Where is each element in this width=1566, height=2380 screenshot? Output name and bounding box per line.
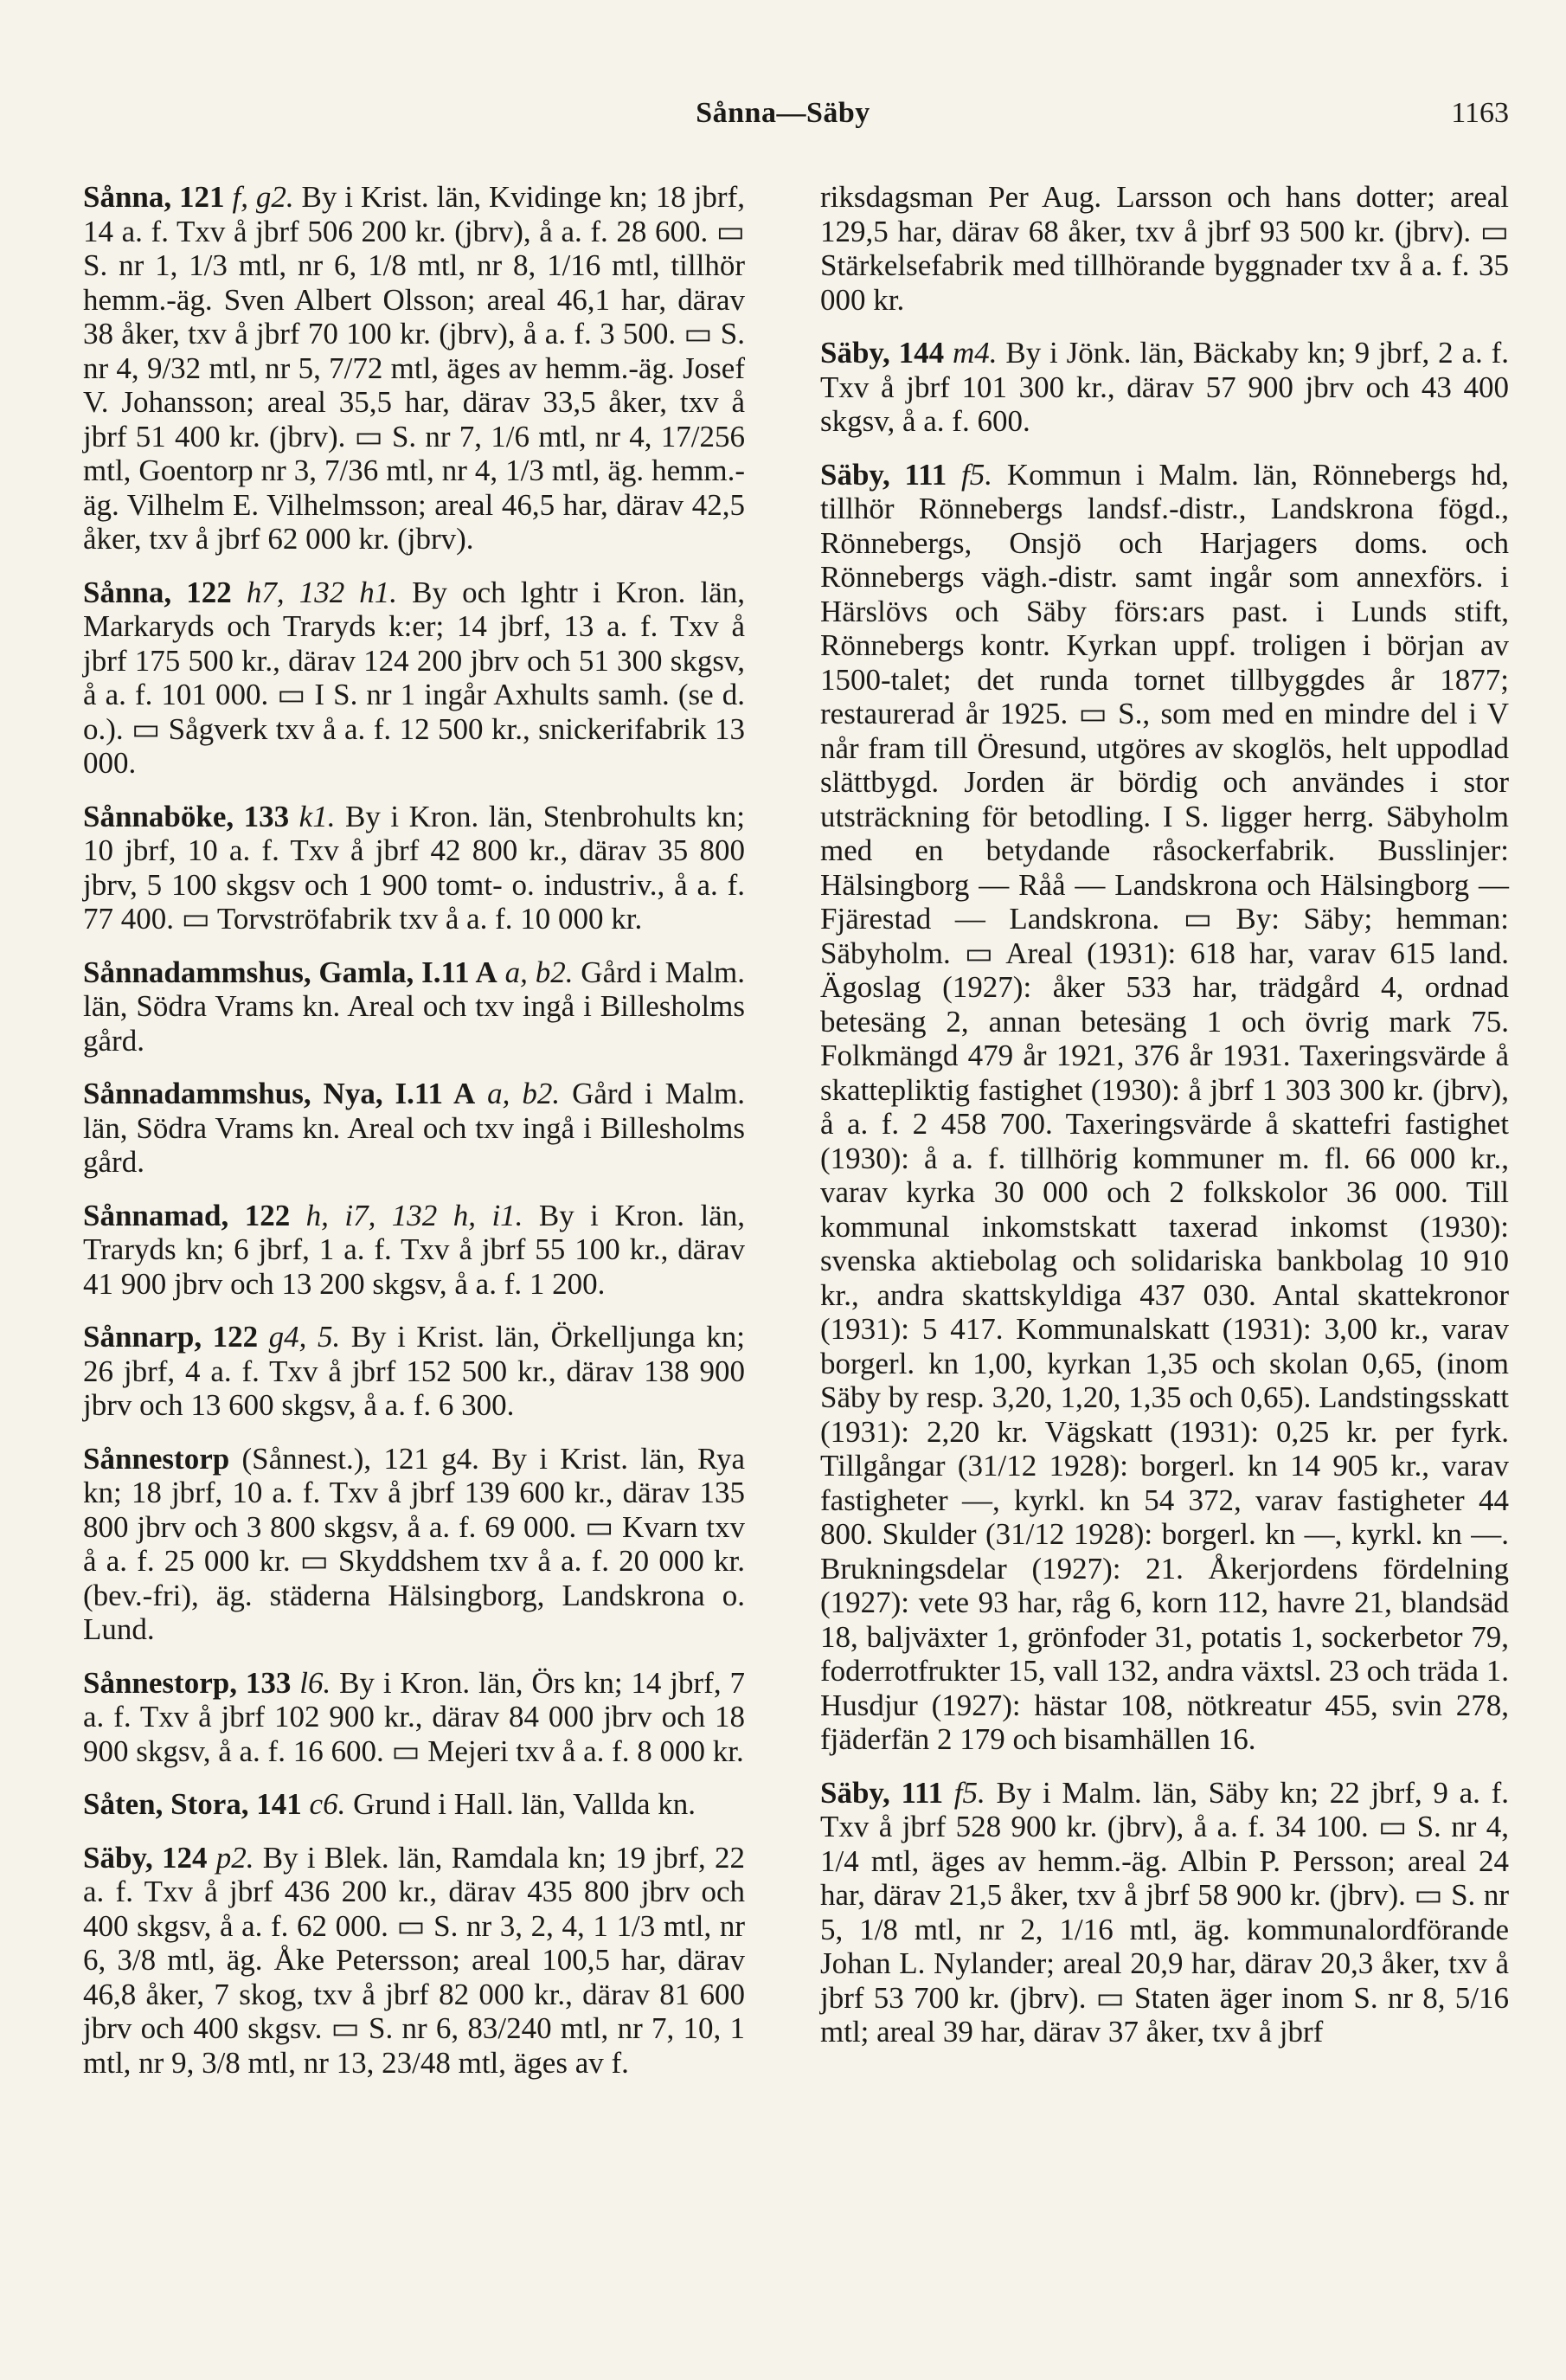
page-number: 1163 xyxy=(1451,97,1509,129)
map-reference: k1. xyxy=(289,799,336,833)
entry-sanna-122 xyxy=(83,576,745,781)
map-reference: g4, 5. xyxy=(258,1320,341,1354)
map-reference: f5. xyxy=(943,1775,985,1810)
map-reference: p2. xyxy=(207,1840,254,1875)
entry-text: By i Blek. län, Ramdala kn; 19 jbrf, 22 a. f. Txv å jbrf 436 200 kr., därav 435 800 jbrv och 400 skgsv, å a. f. 62 000. ▭ S. nr 3, 2, 4, 1 1/3 mtl, nr 6, 3/8 mtl, äg. Åke Petersson; areal 100,5 har, därav 46,8 åker, 7 skog, txv å jbrf 82 000 kr., därav 81 600 jbrv och 400 skgsv. ▭ S. nr 6, 83/240 mtl, nr 7, 10, 1 mtl, nr 9, 3/8 mtl, nr 13, 23/48 mtl, äges av f. xyxy=(83,1840,746,2080)
entry-headword: Sånnadammshus, Nya, I.11 A xyxy=(83,1077,476,1110)
entry-sannaboke xyxy=(83,800,745,936)
map-reference: a, b2. xyxy=(475,1077,561,1110)
entry-headword: Sånnadammshus, Gamla, I.11 A xyxy=(83,955,497,989)
entry-sannarp xyxy=(83,1320,745,1423)
entry-headword: Säby, 144 xyxy=(820,336,945,370)
entry-saten-stora xyxy=(83,1787,745,1822)
entry-text: By i Krist. län, Örkelljunga kn; 26 jbrf, 4 a. f. Txv å jbrf 152 500 kr., därav 138 900 jbrv och 13 600 skgsv, å a. f. 6 300. xyxy=(83,1320,746,1422)
entry-sannestorp-121 xyxy=(83,1442,745,1647)
entry-saby-by xyxy=(820,1776,1509,2049)
entry-text: By i Kron. län, Stenbrohults kn; 10 jbrf, 10 a. f. Txv å jbrf 42 800 kr., därav 35 800 jbrv, 5 100 skgsv och 1 900 tomt- o. industriv., å a. f. 77 400. ▭ Torvströfabrik txv å a. f. 10 000 kr. xyxy=(83,799,745,936)
entry-sannadammshus-gamla xyxy=(83,955,745,1058)
entry-headword: Sånna, 122 xyxy=(83,575,232,609)
map-reference: f5. xyxy=(947,457,992,492)
entry-sannamad xyxy=(83,1199,745,1302)
entry-text: Kommun i Malm. län, Rönnebergs hd, tillhör Rönnebergs landsf.-distr., Landskrona fögd., Rönnebergs, Onsjö och Harjagers doms. och Rönnebergs vägh.-distr. samt ingår som annexförs. i Härslövs och Säby förs:ars past. i Lunds stift, Rönnebergs kontr. Kyrkan uppf. troligen i början av 1500-talet; det runda tornet tillbyggdes år 1877; restaurerad år 1925. ▭ S., som med en mindre del i V når fram till Öresund, utgöres av skoglös, helt uppodlad slättbygd. Jorden är bördig och användes i stor utsträckning för betodling. I S. ligger herrg. Säbyholm med en betydande råsockerfabrik. Busslinjer: Hälsingborg — Råå — Landskrona och Hälsingborg — Fjärestad — Landskrona. ▭ By: Säby; hemman: Säbyholm. ▭ Areal (1931): 618 har, varav 615 land. Ägoslag (1927): åker 533 har, trädgård 4, ordnad betesäng 2, annan betesäng 1 och övrig mark 75. Folkmängd 479 år 1921, 376 år 1931. Taxeringsvärde å skattepliktig fastighet (1930): å jbrf 1 303 300 kr. (jbrv), å a. f. 2 458 700. Taxeringsvärde å skattefri fastighet (1930): å a. f. tillhörig kommuner m. fl. 66 000 kr., varav kyrka 30 000 och 2 folkskolor 36 000. Till kommunal inkomstskatt taxerad inkomst (1930): svenska aktiebolag och solidariska bankbolag 10 910 kr., andra skattskyldiga 437 030. Antal skattekronor (1931): 5 417. Kommunalskatt (1931): 3,00 kr., varav borgerl. kn 1,00, kyrkan 1,35 och skolan 0,65, (inom Säby by resp. 3,20, 1,20, 1,35 och 0,65). Landstingsskatt (1931): 2,20 kr. Vägskatt (1931): 0,25 kr. per fyrk. Tillgångar (31/12 1928): borgerl. kn 14 905 kr., varav fastigheter —, kyrkl. kn 54 372, varav fastigheter 44 800. Skulder (31/12 1928): borgerl. kn —, kyrkl. kn —. Brukningsdelar (1927): 21. Åkerjordens fördelning (1927): vete 93 har, råg 6, korn 112, havre 21, blandsäd 18, baljväxter 1, grönfoder 31, potatis 1, sockerbetor 79, foderrotfrukter 15, vall 132, andra växtsl. 23 och träda 1. Husdjur (1927): hästar 108, nötkreatur 455, svin 278, fjäderfän 2 179 och bisamhällen 16. xyxy=(820,457,1509,1756)
entry-text: By och lghtr i Kron. län, Markaryds och Traryds k:er; 14 jbrf, 13 a. f. Txv å jbrf 175 500 kr., därav 124 200 jbrv och 51 300 skgsv, å a. f. 101 000. ▭ I S. nr 1 ingår Axhults samh. (se d. o.). ▭ Sågverk txv å a. f. 12 500 kr., snickerifabrik 13 000. xyxy=(83,575,745,780)
right-column xyxy=(820,180,1509,2068)
entry-headword: Sånnarp, 122 xyxy=(83,1320,259,1354)
entry-text: By i Jönk. län, Bäckaby kn; 9 jbrf, 2 a. f. Txv å jbrf 101 300 kr., därav 57 900 jbrv och 43 400 skgsv, å a. f. 600. xyxy=(820,336,1509,438)
entry-headword: Sånnaböke, 133 xyxy=(83,799,290,833)
entry-sannestorp-133 xyxy=(83,1666,745,1769)
entry-headword: Säby, 111 xyxy=(820,457,947,492)
entry-headword: Sånnestorp, 133 xyxy=(83,1665,292,1700)
entry-headword: Såten, Stora, 141 xyxy=(83,1787,302,1821)
map-reference: l6. xyxy=(291,1665,331,1700)
map-reference: m4. xyxy=(944,336,998,370)
entry-text: Grund i Hall. län, Vallda kn. xyxy=(345,1787,696,1821)
running-header-title: Sånna—Säby xyxy=(696,97,870,129)
map-reference: h7, 132 h1. xyxy=(231,575,398,609)
entry-headword: Sånna, 121 xyxy=(83,180,225,214)
entry-text: Gård i Malm. län, Södra Vrams kn. Areal och txv ingå i Billesholms gård. xyxy=(83,955,746,1058)
entry-text: Gård i Malm. län, Södra Vrams kn. Areal och txv ingå i Billesholms gård. xyxy=(83,1077,745,1179)
map-reference: h, i7, 132 h, i1. xyxy=(290,1198,523,1232)
entry-text: By i Krist. län, Kvidinge kn; 18 jbrf, 14 a. f. Txv å jbrf 506 200 kr. (jbrv), å a. f. 28 600. ▭ S. nr 1, 1/3 mtl, nr 6, 1/8 mtl, nr 8, 1/16 mtl, tillhör hemm.-äg. Sven Albert Olsson; areal 46,1 har, därav 38 åker, txv å jbrf 70 100 kr. (jbrv), å a. f. 3 500. ▭ S. nr 4, 9/32 mtl, nr 5, 7/72 mtl, äges av hemm.-äg. Josef V. Johansson; areal 35,5 har, därav 33,5 åker, txv å jbrf 51 400 kr. (jbrv). ▭ S. nr 7, 1/6 mtl, nr 4, 17/256 mtl, Goentorp nr 3, 7/36 mtl, nr 4, 1/3 mtl, äg. hemm.-äg. Vilhelm E. Vilhelmsson; areal 46,5 har, därav 42,5 åker, txv å jbrf 62 000 kr. (jbrv). xyxy=(83,180,745,556)
entry-continuation xyxy=(820,180,1509,317)
entry-text: By i Kron. län, Traryds kn; 6 jbrf, 1 a. f. Txv å jbrf 55 100 kr., därav 41 900 jbrv och 13 200 skgsv, å a. f. 1 200. xyxy=(83,1198,745,1301)
map-reference: c6. xyxy=(301,1787,346,1821)
entry-text: (Sånnest.), 121 g4. By i Krist. län, Rya kn; 18 jbrf, 10 a. f. Txv å jbrf 139 600 kr., därav 135 800 jbrv och 3 800 skgsv, å a. f. 69 000. ▭ Kvarn txv å a. f. 25 000 kr. ▭ Skyddshem txv å a. f. 20 000 kr. (bev.-fri), äg. städerna Hälsingborg, Landskrona o. Lund. xyxy=(83,1441,745,1646)
map-reference: a, b2. xyxy=(497,955,574,989)
entry-sannadammshus-nya xyxy=(83,1077,745,1180)
map-reference: f, g2. xyxy=(224,180,294,214)
entry-headword: Säby, 124 xyxy=(83,1840,208,1875)
entry-headword: Säby, 111 xyxy=(820,1775,944,1810)
entry-saby-124 xyxy=(83,1841,745,2081)
entry-saby-144 xyxy=(820,336,1509,439)
entry-text: By i Malm. län, Säby kn; 22 jbrf, 9 a. f. Txv å jbrf 528 900 kr. (jbrv), å a. f. 34 100. ▭ S. nr 4, 1/4 mtl, äges av hemm.-äg. Albin P. Persson; areal 24 har, därav 21,5 åker, txv å jbrf 58 900 kr. (jbrv). ▭ S. nr 5, 1/8 mtl, nr 2, 1/16 mtl, äg. kommunalordförande Johan L. Nylander; areal 20,9 har, därav 20,3 åker, txv å jbrf 53 700 kr. (jbrv). ▭ Staten äger inom S. nr 8, 5/16 mtl; areal 39 har, därav 37 åker, txv å jbrf xyxy=(820,1775,1509,2049)
entry-saby-kommun xyxy=(820,458,1509,1757)
left-column xyxy=(83,180,745,2099)
entry-headword: Sånnestorp xyxy=(83,1441,230,1476)
entry-sanna-121 xyxy=(83,180,745,556)
entry-text: riksdagsman Per Aug. Larsson och hans dotter; areal 129,5 har, därav 68 åker, txv å jbrf 93 500 kr. (jbrv). ▭ Stärkelsefabrik med tillhörande byggnader txv å a. f. 35 000 kr. xyxy=(820,180,1509,317)
entry-text: By i Kron. län, Örs kn; 14 jbrf, 7 a. f. Txv å jbrf 102 900 kr., därav 84 000 jbrv och 18 900 skgsv, å a. f. 16 600. ▭ Mejeri txv å a. f. 8 000 kr. xyxy=(83,1665,745,1768)
entry-headword: Sånnamad, 122 xyxy=(83,1198,291,1232)
